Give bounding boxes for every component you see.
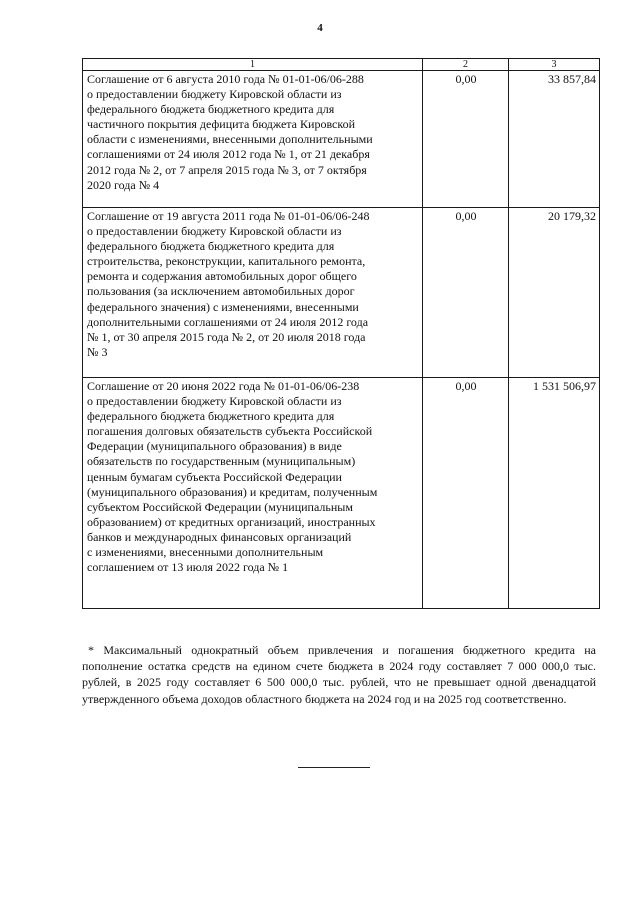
agreement-description: Соглашение от 6 августа 2010 года № 01-01-06/06-288 о предоставлении бюджету Кировской области из федерального бюджета бюджетного кредита для частичного покрытия дефицита бюджета Кировской области с изменениями, внесенными дополнительными соглашениями от 24 июля 2012 года № 1, от 21 декабря 2012 года № 2, от 7 апреля 2015 года № 3, от 7 октября 2020 года № 4: [83, 71, 423, 208]
agreement-value-col3: 20 179,32: [509, 208, 600, 378]
agreement-value-col3: 1 531 506,97: [509, 378, 600, 609]
column-header-3: 3: [509, 59, 600, 71]
agreement-value-col2: 0,00: [423, 71, 509, 208]
column-header-2: 2: [423, 59, 509, 71]
closing-divider: [298, 767, 370, 768]
agreement-description: Соглашение от 19 августа 2011 года № 01-01-06/06-248 о предоставлении бюджету Кировской области из федерального бюджета бюджетного кредита для строительства, реконструкции, капитального ремонта, ремонта и содержания автомобильных дорог общего пользования (за исключением автомобильных дорог федерального значения) с изменениями, внесенными дополнительными соглашениями от 24 июля 2012 года № 1, от 30 апреля 2015 года № 2, от 20 июля 2018 года № 3: [83, 208, 423, 378]
table-header-row: [83, 59, 600, 71]
agreements-table: [82, 58, 600, 609]
table-row: [83, 208, 600, 378]
agreement-value-col2: 0,00: [423, 208, 509, 378]
agreement-description: Соглашение от 20 июня 2022 года № 01-01-06/06-238 о предоставлении бюджету Кировской области из федерального бюджета бюджетного кредита для погашения долговых обязательств субъекта Российской Федерации (муниципального образования) в виде обязательств по государственным (муниципальным) ценным бумагам субъекта Российской Федерации (муниципального образования) и кредитам, полученным субъектом Российской Федерации (муниципальным образованием) от кредитных организаций, иностранных банков и международных финансовых организаций с изменениями, внесенными дополнительным соглашением от 13 июля 2022 года № 1: [83, 378, 423, 609]
agreement-value-col2: 0,00: [423, 378, 509, 609]
table-row: [83, 378, 600, 609]
table-row: [83, 71, 600, 208]
page-number: 4: [317, 22, 323, 34]
column-header-1: 1: [83, 59, 423, 71]
agreement-value-col3: 33 857,84: [509, 71, 600, 208]
footnote: * Максимальный однократный объем привлечения и погашения бюджетного кредита на пополнение остатка средств на едином счете бюджета в 2024 году составляет 7 000 000,0 тыс. рублей, в 2025 году составляет 6 500 000,0 тыс. рублей, что не превышает одной двенадцатой утвержденного объема доходов областного бюджета на 2024 год и на 2025 год соответственно.: [82, 643, 596, 706]
